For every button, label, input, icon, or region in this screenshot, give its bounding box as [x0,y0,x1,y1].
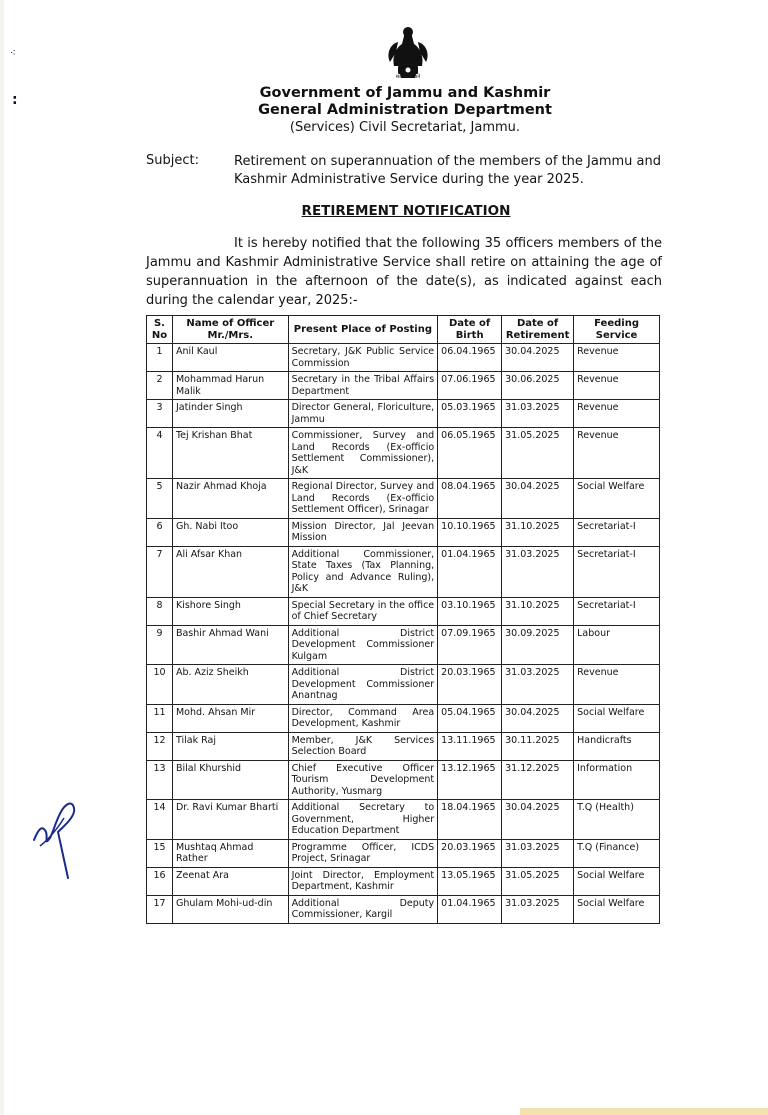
table-header-row [147,316,660,344]
emblem-motto: सत्यमेव जयते [395,74,421,80]
officers-table [146,315,660,924]
cell-dob: 13.11.1965 [438,732,502,760]
cell-dor: 31.03.2025 [502,895,574,923]
cell-name: Gh. Nabi Itoo [172,518,288,546]
department-title: General Administration Department [258,102,552,118]
cell-posting: Additional Secretary to Government, Higher Education Department [288,800,438,840]
cell-sno: 17 [147,895,173,923]
cell-sno: 11 [147,704,173,732]
table-row [147,625,660,665]
table-row [147,372,660,400]
subject-label: Subject: [146,153,199,168]
scan-edge [0,0,4,1115]
office-address: (Services) Civil Secretariat, Jammu. [289,120,521,135]
table-row [147,867,660,895]
cell-name: Mohd. Ahsan Mir [172,704,288,732]
table-row [147,839,660,867]
cell-sno: 15 [147,839,173,867]
header-dob: Date of Birth [438,316,502,344]
cell-dor: 30.04.2025 [502,800,574,840]
cell-dor: 31.05.2025 [502,428,574,479]
table-row [147,732,660,760]
cell-sno: 2 [147,372,173,400]
margin-colon: : [12,92,18,108]
cell-posting: Member, J&K Services Selection Board [288,732,438,760]
cell-posting: Programme Officer, ICDS Project, Srinagar [288,839,438,867]
cell-name: Mushtaq Ahmad Rather [172,839,288,867]
cell-name: Mohammad Harun Malik [172,372,288,400]
cell-dob: 05.03.1965 [438,400,502,428]
cell-sno: 9 [147,625,173,665]
table-row [147,518,660,546]
handwritten-signature [28,780,83,880]
cell-service: T.Q (Health) [574,800,660,840]
cell-dob: 20.03.1965 [438,665,502,705]
cell-dob: 13.12.1965 [438,760,502,800]
header-service: Feeding Service [574,316,660,344]
cell-dor: 30.04.2025 [502,344,574,372]
cell-dob: 06.04.1965 [438,344,502,372]
scan-edge-bottom [520,1108,768,1115]
cell-sno: 13 [147,760,173,800]
cell-sno: 5 [147,479,173,519]
cell-dob: 13.05.1965 [438,867,502,895]
notification-title: RETIREMENT NOTIFICATION [301,203,511,219]
cell-dor: 30.04.2025 [502,479,574,519]
header-dor: Date of Retirement [502,316,574,344]
cell-name: Kishore Singh [172,597,288,625]
cell-sno: 16 [147,867,173,895]
cell-posting: Special Secretary in the office of Chief Secretary [288,597,438,625]
cell-service: Information [574,760,660,800]
cell-dor: 31.10.2025 [502,597,574,625]
cell-name: Tilak Raj [172,732,288,760]
cell-posting: Regional Director, Survey and Land Records (Ex-officio Settlement Officer), Srinagar [288,479,438,519]
table-row [147,665,660,705]
cell-dob: 07.06.1965 [438,372,502,400]
cell-dor: 31.03.2025 [502,839,574,867]
cell-service: T.Q (Finance) [574,839,660,867]
cell-sno: 10 [147,665,173,705]
table-row [147,597,660,625]
cell-posting: Secretary in the Tribal Affairs Department [288,372,438,400]
cell-sno: 1 [147,344,173,372]
cell-service: Secretariat-I [574,546,660,597]
cell-posting: Secretary, J&K Public Service Commission [288,344,438,372]
cell-sno: 7 [147,546,173,597]
cell-dor: 30.11.2025 [502,732,574,760]
table-row [147,800,660,840]
table-row [147,704,660,732]
cell-dob: 03.10.1965 [438,597,502,625]
cell-name: Ali Afsar Khan [172,546,288,597]
cell-dor: 30.09.2025 [502,625,574,665]
table-row [147,400,660,428]
cell-dor: 31.03.2025 [502,665,574,705]
header-name: Name of Officer Mr./Mrs. [172,316,288,344]
cell-posting: Chief Executive Officer Tourism Development Authority, Yusmarg [288,760,438,800]
cell-sno: 3 [147,400,173,428]
cell-name: Ghulam Mohi-ud-din [172,895,288,923]
cell-name: Jatinder Singh [172,400,288,428]
header-sno: S. No [147,316,173,344]
cell-dor: 31.03.2025 [502,546,574,597]
table-row [147,760,660,800]
cell-dor: 30.06.2025 [502,372,574,400]
cell-service: Revenue [574,665,660,705]
cell-service: Social Welfare [574,704,660,732]
table-row [147,546,660,597]
cell-sno: 4 [147,428,173,479]
cell-dor: 31.05.2025 [502,867,574,895]
cell-service: Revenue [574,400,660,428]
cell-posting: Mission Director, Jal Jeevan Mission [288,518,438,546]
cell-dob: 08.04.1965 [438,479,502,519]
cell-name: Tej Krishan Bhat [172,428,288,479]
cell-name: Bilal Khurshid [172,760,288,800]
table-row [147,344,660,372]
cell-dob: 18.04.1965 [438,800,502,840]
table-row [147,895,660,923]
cell-sno: 14 [147,800,173,840]
cell-service: Social Welfare [574,479,660,519]
cell-dob: 06.05.1965 [438,428,502,479]
cell-sno: 6 [147,518,173,546]
header-posting: Present Place of Posting [288,316,438,344]
cell-name: Zeenat Ara [172,867,288,895]
cell-dob: 07.09.1965 [438,625,502,665]
cell-posting: Additional District Development Commissioner Anantnag [288,665,438,705]
cell-dob: 20.03.1965 [438,839,502,867]
cell-dor: 30.04.2025 [502,704,574,732]
cell-service: Revenue [574,428,660,479]
table-row [147,428,660,479]
cell-posting: Additional District Development Commissioner Kulgam [288,625,438,665]
cell-service: Labour [574,625,660,665]
cell-posting: Director General, Floriculture, Jammu [288,400,438,428]
cell-name: Dr. Ravi Kumar Bharti [172,800,288,840]
cell-name: Ab. Aziz Sheikh [172,665,288,705]
cell-posting: Additional Commissioner, State Taxes (Tax Planning, Policy and Advance Ruling), J&K [288,546,438,597]
cell-name: Nazir Ahmad Khoja [172,479,288,519]
cell-dob: 01.04.1965 [438,546,502,597]
cell-posting: Commissioner, Survey and Land Records (Ex-officio Settlement Commissioner), J&K [288,428,438,479]
cell-posting: Director, Command Area Development, Kashmir [288,704,438,732]
cell-posting: Additional Deputy Commissioner, Kargil [288,895,438,923]
cell-dor: 31.10.2025 [502,518,574,546]
cell-sno: 12 [147,732,173,760]
cell-name: Bashir Ahmad Wani [172,625,288,665]
cell-service: Handicrafts [574,732,660,760]
cell-name: Anil Kaul [172,344,288,372]
cell-service: Secretariat-I [574,597,660,625]
cell-posting: Joint Director, Employment Department, Kashmir [288,867,438,895]
government-title: Government of Jammu and Kashmir [259,85,551,101]
subject-text: Retirement on superannuation of the members of the Jammu and Kashmir Administrative Service during the year 2025. [234,154,662,187]
margin-marks: ⁖ [10,48,16,59]
cell-service: Social Welfare [574,895,660,923]
cell-service: Revenue [574,372,660,400]
table-row [147,479,660,519]
cell-service: Revenue [574,344,660,372]
intro-paragraph: It is hereby notified that the following 35 officers members of the Jammu and Kashmir Administrative Service shall retire on attaining the age of superannuation in the afternoon of the date(s), as indicated against each during the calendar year, 2025:- [146,236,662,308]
cell-dob: 05.04.1965 [438,704,502,732]
cell-dob: 01.04.1965 [438,895,502,923]
cell-service: Secretariat-I [574,518,660,546]
cell-dor: 31.03.2025 [502,400,574,428]
cell-service: Social Welfare [574,867,660,895]
cell-sno: 8 [147,597,173,625]
cell-dor: 31.12.2025 [502,760,574,800]
cell-dob: 10.10.1965 [438,518,502,546]
